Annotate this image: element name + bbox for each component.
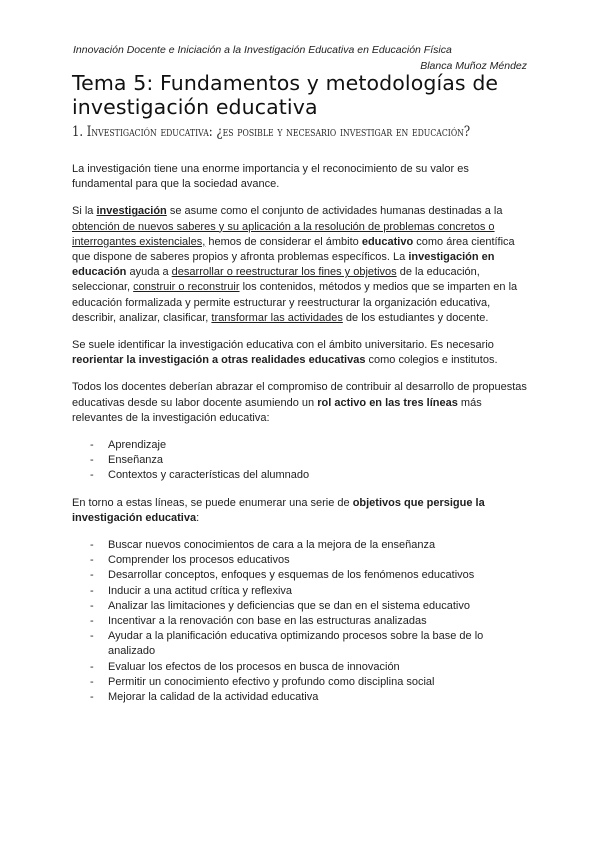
text-run: como área científica que dispone de saberes propios y afronta problemas específicos. La [72, 235, 515, 264]
text-run: se asume como el conjunto de actividades humanas destinadas a la [166, 205, 503, 218]
keyword-rol-activo: rol activo en las tres líneas [317, 396, 458, 409]
paragraph-objectives-intro [72, 496, 528, 526]
list-item: - Mejorar la calidad de la actividad educativa [72, 690, 528, 705]
list-item: - Ayudar a la planificación educativa optimizando procesos sobre la base de lo analizado [72, 629, 528, 659]
paragraph-intro: La investigación tiene una enorme importancia y el reconocimiento de su valor es fundamental para que la sociedad avance. [72, 163, 469, 191]
list-item: - Incentivar a la renovación con base en las estructuras analizadas [72, 614, 528, 629]
keyword-educativo: educativo [361, 235, 414, 248]
list-item: - Inducir a una actitud crítica y reflexiva [72, 584, 528, 599]
list-item: - Evaluar los efectos de los procesos en busca de innovación [72, 660, 528, 675]
objectives-list [72, 538, 528, 705]
underlined-phrase: transformar las actividades [211, 311, 343, 324]
keyword-investigacion: investigación [96, 205, 167, 218]
header-course-title: Innovación Docente e Iniciación a la Investigación Educativa en Educación Física [73, 44, 452, 56]
text-run: Todos los docentes deberían abrazar el compromiso de contribuir al desarrollo de propuestas educativas desde su labor docente asumiendo un [72, 381, 527, 409]
text-run: : [196, 511, 200, 524]
text-run: ayuda a [126, 266, 172, 279]
header-author: Blanca Muñoz Méndez [420, 60, 527, 72]
text-run: Si la [72, 205, 97, 218]
underlined-phrase: construir o reconstruir [133, 281, 240, 294]
section-heading: 1. Investigación educativa: ¿es posible y necesario investigar en educación? [72, 124, 471, 140]
text-run: los contenidos, métodos y medios que se imparten en la educación formalizada y permite estructurar y reestructurar la organización educativa, describir, analizar, clasificar, [72, 281, 518, 324]
list-item: - Enseñanza [72, 453, 528, 468]
page-title: Tema 5: Fundamentos y metodologías de investigación educativa [72, 71, 499, 119]
text-run: de la educación, seleccionar, [72, 266, 480, 294]
paragraph-definition [72, 204, 528, 326]
keyword-reorientar: reorientar la investigación a otras realidades educativas [72, 354, 366, 367]
paragraph-university [72, 338, 528, 368]
keyword-investigacion-educacion: investigación en educación [72, 251, 495, 279]
text-run: En torno a estas líneas, se puede enumerar una serie de [72, 496, 353, 509]
list-item: - Analizar las limitaciones y deficiencias que se dan en el sistema educativo [72, 599, 528, 614]
research-lines-list [72, 438, 528, 484]
list-item: - Aprendizaje [72, 438, 528, 453]
text-run: hemos de considerar el ámbito [205, 235, 362, 248]
paragraph-teachers [72, 380, 528, 426]
text-run: de los estudiantes y docente. [342, 311, 489, 324]
document-body [72, 162, 528, 717]
text-run: como colegios e institutos. [365, 354, 498, 367]
list-item: - Permitir un conocimiento efectivo y profundo como disciplina social [72, 675, 528, 690]
underlined-phrase: desarrollar o reestructurar los fines y objetivos [171, 266, 397, 279]
list-item: - Buscar nuevos conocimientos de cara a la mejora de la enseñanza [72, 538, 528, 553]
keyword-objetivos: objetivos que persigue la investigación educativa [72, 496, 485, 524]
underlined-phrase: obtención de nuevos saberes y su aplicación a la resolución de problemas concretos o interrogantes existenciales, [72, 220, 495, 248]
list-item: - Comprender los procesos educativos [72, 553, 528, 568]
text-run: más relevantes de la investigación educativa: [72, 396, 482, 424]
list-item: - Contextos y características del alumnado [72, 468, 528, 483]
list-item: - Desarrollar conceptos, enfoques y esquemas de los fenómenos educativos [72, 568, 528, 583]
text-run: Se suele identificar la investigación educativa con el ámbito universitario. Es necesario [72, 339, 494, 352]
